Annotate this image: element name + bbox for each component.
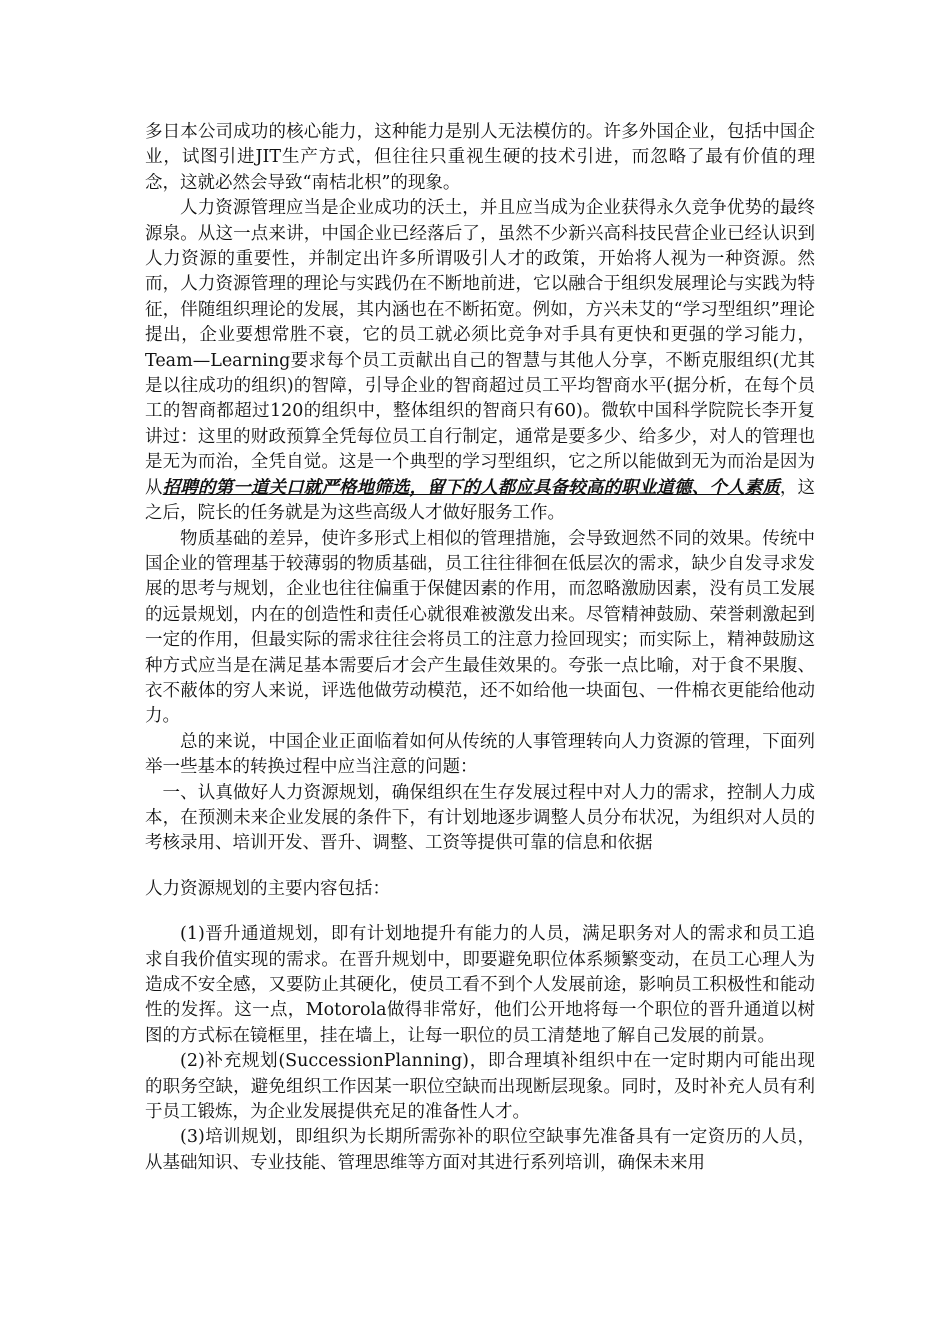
paragraph-1: 多日本公司成功的核心能力，这种能力是别人无法模仿的。许多外国企业，包括中国企业，试图引进JIT生产方式，但往往只重视生硬的技术引进，而忽略了最有价值的理念，这就必然会导致“南桔北枳”的现象。 <box>145 122 815 193</box>
paragraph-6: 人力资源规划的主要内容包括： <box>145 878 390 899</box>
document-body <box>145 120 815 1176</box>
paragraph-7: (1)晋升通道规划，即有计划地提升有能力的人员，满足职务对人的需求和员工追求自我价值实现的需求。在晋升规划中，即要避免职位体系频繁变动，在员工心理人为造成不安全感，又要防止其硬化，使员工看不到个人发展前途，影响员工积极性和能动性的发挥。这一点，Motorola做得非常好，他们公开地将每一个职位的晋升通道以树图的方式标在镜框里，挂在墙上，让每一职位的员工清楚地了解自己发展的前景。 <box>145 924 815 1046</box>
paragraph-4: 总的来说，中国企业正面临着如何从传统的人事管理转向人力资源的管理，下面列举一些基本的转换过程中应当注意的问题： <box>145 731 815 778</box>
paragraph-2 <box>145 196 815 526</box>
paragraph-2-text-a: 人力资源管理应当是企业成功的沃土，并且应当成为企业获得永久竞争优势的最终源泉。从这一点来讲，中国企业已经落后了，虽然不少新兴高科技民营企业已经认识到人力资源的重要性，并制定出许多所谓吸引人才的政策，开始将人视为一种资源。然而，人力资源管理的理论与实践仍在不断地前进，它以融合于组织发展理论与实践为特征，伴随组织理论的发展，其内涵也在不断拓宽。例如，方兴未艾的“学习型组织”理论提出，企业要想常胜不衰，它的员工就必须比竞争对手具有更快和更强的学习能力，Team—Learning要求每个员工贡献出自己的智慧与其他人分享，不断克服组织(尤其是以往成功的组织)的智障，引导企业的智商超过员工平均智商水平(据分析，在每个员工的智商都超过120的组织中，整体组织的智商只有60)。微软中国科学院院长李开复讲过：这里的财政预算全凭每位员工自行制定，通常是要多少、给多少，对人的管理也是无为而治，全凭自觉。这是一个典型的学习型组织，它之所以能做到无为而治是因为从 <box>145 198 815 498</box>
paragraph-9: (3)培训规划，即组织为长期所需弥补的职位空缺事先准备具有一定资历的人员，从基础知识、专业技能、管理思维等方面对其进行系列培训，确保未来用 <box>145 1127 815 1173</box>
paragraph-2-text-b: ，这之后，院长的任务就是为这些高级人才做好服务工作。 <box>145 477 816 524</box>
paragraph-5-heading: 一、认真做好人力资源规划，确保组织在生存发展过程中对人力的需求，控制人力成本，在预测未来企业发展的条件下，有计划地逐步调整人员分布状况，为组织对人员的考核录用、培训开发、晋升、调整、工资等提供可靠的信息和依据 <box>145 782 815 854</box>
paragraph-8: (2)补充规划(SuccessionPlanning)，即合理填补组织中在一定时期内可能出现的职务空缺，避免组织工作因某一职位空缺而出现断层现象。同时，及时补充人员有利于员工锻炼，为企业发展提供充足的准备性人才。 <box>145 1051 815 1123</box>
paragraph-2-emphasis: 招聘的第一道关口就严格地筛选，留下的人都应具备较高的职业道德、个人素质 <box>162 477 780 498</box>
paragraph-3: 物质基础的差异，使许多形式上相似的管理措施，会导致迥然不同的效果。传统中国企业的管理基于较薄弱的物质基础，员工往往徘徊在低层次的需求，缺少自发寻求发展的思考与规划，企业也往往偏重于保健因素的作用，而忽略激励因素，没有员工发展的远景规划，内在的创造性和责任心就很难被激发出来。尽管精神鼓励、荣誉刺激起到一定的作用，但最实际的需求往往会将员工的注意力捡回现实；而实际上，精神鼓励这种方式应当是在满足基本需要后才会产生最佳效果的。夸张一点比喻，对于食不果腹、衣不蔽体的穷人来说，评选他做劳动模范，还不如给他一块面包、一件棉衣更能给他动力。 <box>145 528 815 727</box>
